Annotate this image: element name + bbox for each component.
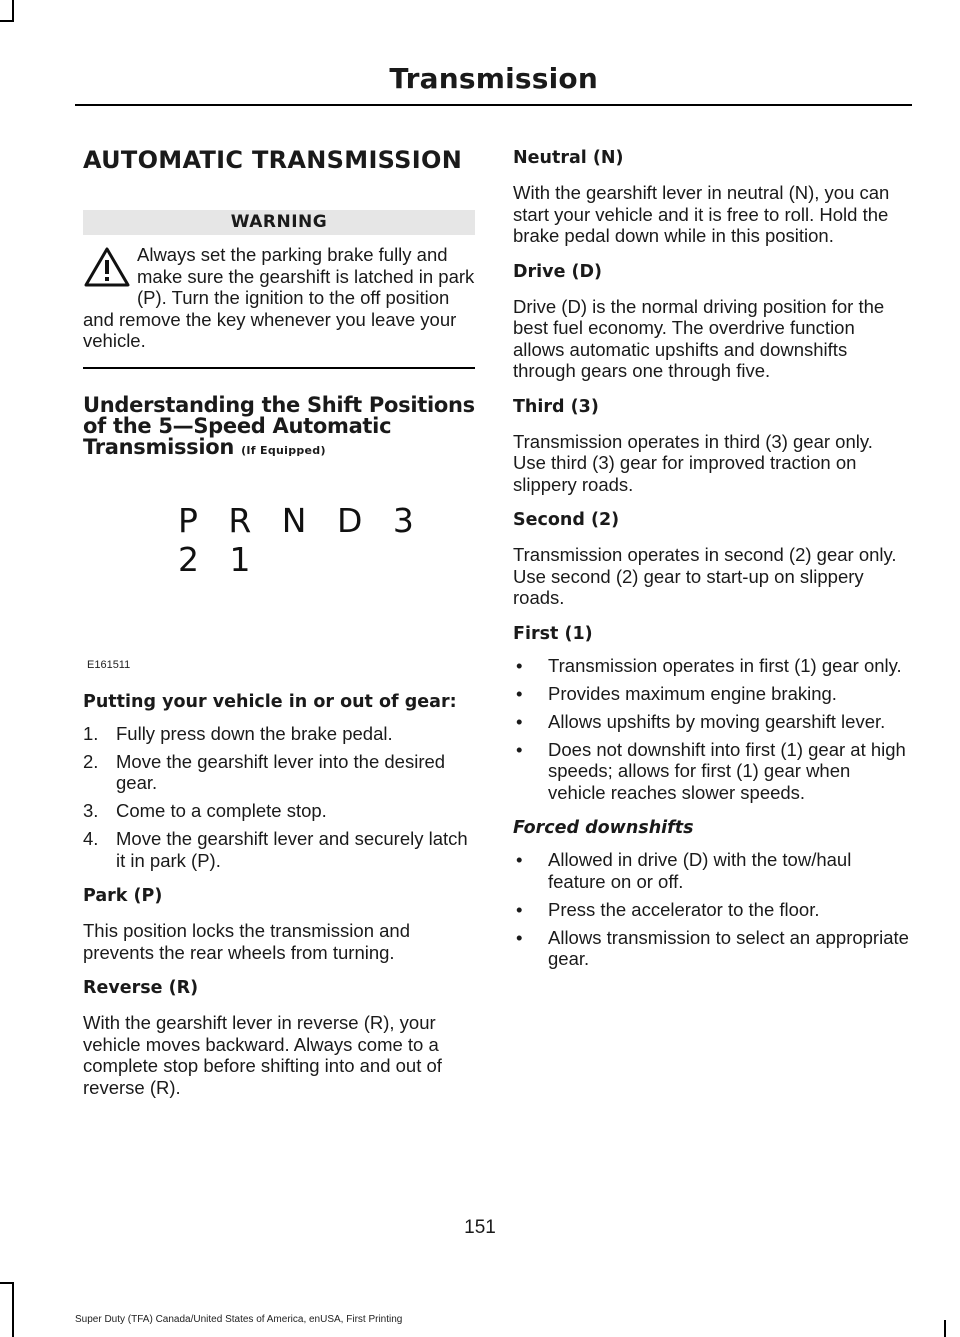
step-number: 3.	[83, 800, 99, 821]
park-text: This position locks the transmission and prevents the rear wheels from turning.	[83, 920, 410, 963]
list-item	[513, 849, 909, 892]
crop-mark	[0, 20, 14, 22]
steps-list	[83, 723, 475, 872]
second-text: Transmission operates in second (2) gear only. Use second (2) gear to start-up on slippery roads.	[513, 544, 897, 608]
list-item	[513, 655, 909, 677]
drive-heading: Drive (D)	[513, 261, 603, 282]
gear-indicator-figure	[83, 461, 475, 691]
shift-positions-title: Understanding the Shift Positions of the 5—Speed Automatic Transmission	[83, 392, 475, 459]
crop-mark	[12, 0, 14, 22]
header-rule	[75, 104, 912, 106]
shift-positions-heading	[83, 392, 475, 461]
drive-text: Drive (D) is the normal driving position for the best fuel economy. The overdrive function allows automatic upshifts and downshifts through gears one through five.	[513, 295, 885, 381]
step-text: Move the gearshift lever and securely latch it in park (P).	[116, 828, 468, 871]
list-item	[83, 800, 475, 822]
warning-label: WARNING	[83, 210, 475, 235]
bullet-text: Does not downshift into first (1) gear at high speeds; allows for first (1) gear when vehicle reaches slower speeds.	[548, 738, 906, 803]
list-item	[513, 739, 909, 804]
park-heading: Park (P)	[83, 886, 163, 906]
warning-triangle-icon	[83, 246, 131, 288]
step-text: Fully press down the brake pedal.	[116, 722, 393, 744]
warning-text: Always set the parking brake fully and make sure the gearshift is latched in park (P). Turn the ignition to the off position and remove the key whenever you leave your vehicle.	[83, 244, 475, 351]
warning-box	[83, 210, 475, 369]
second-heading: Second (2)	[513, 510, 620, 530]
footer-text: Super Duty (TFA) Canada/United States of America, enUSA, First Printing	[75, 1314, 403, 1325]
list-item	[513, 899, 909, 921]
list-item	[83, 751, 475, 794]
reverse-heading: Reverse (R)	[83, 978, 199, 998]
reverse-text: With the gearshift lever in reverse (R), your vehicle moves backward. Always come to a complete stop before shifting into and out of reverse (R).	[83, 1012, 442, 1098]
warning-rule	[83, 367, 475, 369]
crop-mark	[12, 1282, 14, 1337]
bullet-text: Press the accelerator to the floor.	[548, 898, 820, 920]
list-item	[513, 927, 909, 970]
crop-mark	[0, 1282, 14, 1284]
bullet: •	[516, 898, 523, 920]
first-heading: First (1)	[513, 623, 593, 644]
page-number: 151	[464, 1217, 496, 1238]
section-title: Transmission	[389, 62, 598, 95]
first-bullets	[513, 655, 909, 804]
list-item	[83, 723, 475, 745]
bullet-text: Allows transmission to select an appropriate gear.	[548, 926, 909, 969]
bullet: •	[516, 710, 523, 732]
if-equipped-note: (If Equipped)	[241, 443, 326, 457]
steps-heading: Putting your vehicle in or out of gear:	[83, 691, 457, 712]
gear-indicator-letters: P R N D 3 2 1	[178, 500, 424, 579]
third-text: Transmission operates in third (3) gear only. Use third (3) gear for improved traction on slippery roads.	[513, 430, 873, 495]
list-item	[513, 683, 909, 705]
step-text: Come to a complete stop.	[116, 800, 327, 821]
crop-mark	[944, 1320, 946, 1337]
figure-id: E161511	[87, 658, 131, 671]
bullet-text: Allowed in drive (D) with the tow/haul feature on or off.	[548, 849, 852, 892]
step-text: Move the gearshift lever into the desired gear.	[116, 750, 446, 793]
third-heading: Third (3)	[513, 396, 599, 417]
bullet: •	[516, 682, 523, 704]
warning-body	[83, 244, 475, 352]
bullet: •	[516, 738, 523, 760]
bullet: •	[516, 654, 523, 676]
bullet-text: Allows upshifts by moving gearshift lever.	[548, 710, 886, 732]
list-item	[513, 711, 909, 733]
list-item	[83, 828, 475, 871]
page-heading: AUTOMATIC TRANSMISSION	[83, 146, 463, 174]
step-number: 2.	[83, 750, 99, 772]
step-number: 1.	[83, 722, 99, 744]
bullet-text: Transmission operates in first (1) gear only.	[548, 654, 902, 676]
forced-downshifts-heading: Forced downshifts	[513, 818, 694, 838]
bullet: •	[516, 849, 523, 870]
bullet-text: Provides maximum engine braking.	[548, 682, 837, 704]
step-number: 4.	[83, 828, 99, 849]
neutral-heading: Neutral (N)	[513, 148, 624, 168]
left-column	[83, 140, 475, 1098]
neutral-text: With the gearshift lever in neutral (N), you can start your vehicle and it is free to roll. Hold the brake pedal down while in this position.	[513, 182, 890, 246]
bullet: •	[516, 926, 523, 948]
forced-bullets	[513, 849, 909, 970]
right-column	[513, 147, 909, 976]
